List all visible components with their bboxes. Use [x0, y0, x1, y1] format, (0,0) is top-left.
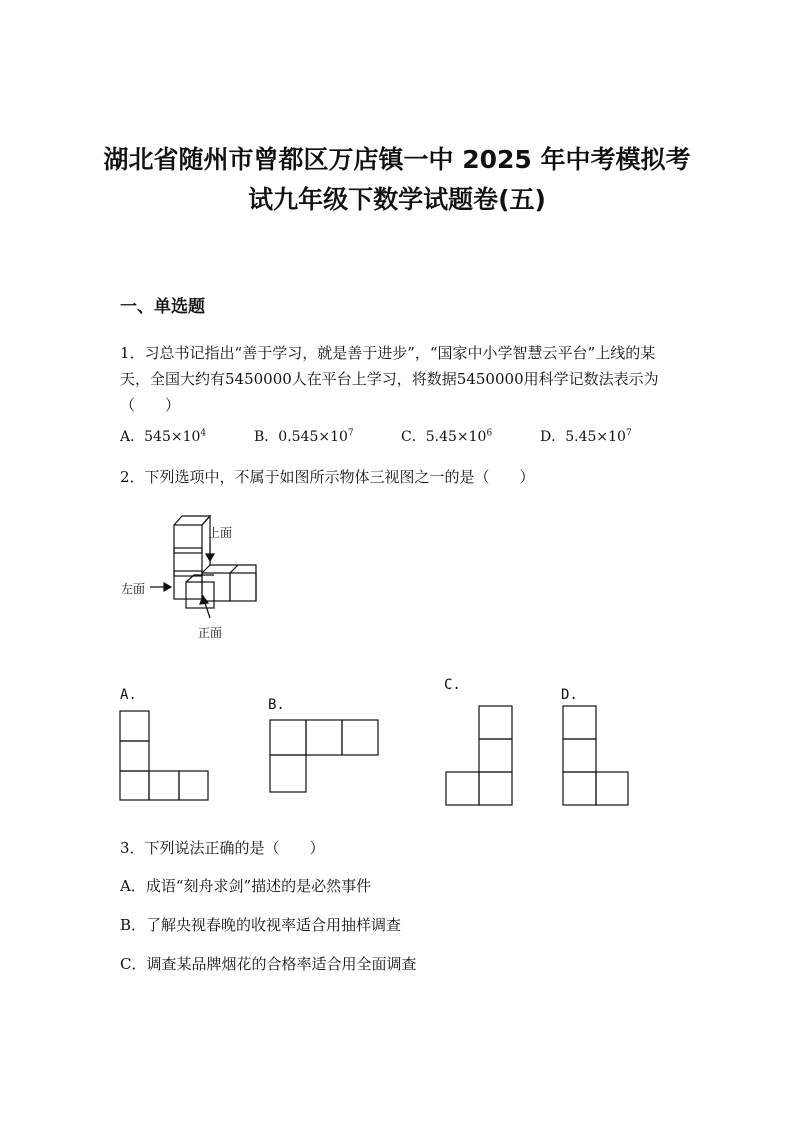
question-3-text: 3．下列说法正确的是（ ） — [120, 839, 325, 857]
option-label: A． — [120, 429, 145, 445]
option-label: C． — [401, 429, 426, 445]
option-value: 0.545×10 — [278, 429, 348, 445]
cube-face — [230, 573, 256, 601]
q2-option-c-label: C. — [444, 677, 461, 693]
arrow-head-icon — [206, 554, 214, 561]
section-heading: 一、单选题 — [120, 297, 205, 317]
option-exponent: 6 — [486, 428, 493, 439]
square — [120, 771, 149, 800]
square — [120, 741, 149, 771]
title-line-1: 湖北省随州市曾都区万店镇一中 2025 年中考模拟考 — [103, 145, 691, 174]
option-value: 545×10 — [144, 429, 201, 445]
option-value: 5.45×10 — [425, 429, 487, 445]
question-2-text: 2．下列选项中，不属于如图所示物体三视图之一的是（ ） — [120, 468, 535, 486]
label-left: 左面 — [121, 582, 146, 596]
square — [149, 771, 179, 800]
title-line-2: 试九年级下数学试题卷(五) — [248, 185, 546, 214]
question-1-text: 1．习总书记指出“善于学习，就是善于进步”，“国家中小学智慧云平台”上线的某天，全国大约有5450000人在平台上学习，将数据5450000用科学记数法表示为（ ） — [120, 344, 659, 414]
square — [479, 772, 512, 805]
q2-option-b-label: B. — [268, 697, 285, 713]
cube-face — [202, 573, 230, 601]
q2-option-d-label: D. — [561, 687, 578, 703]
square — [596, 772, 628, 805]
square — [479, 706, 512, 739]
square — [270, 755, 306, 792]
square — [563, 772, 596, 805]
cube-edge — [230, 565, 238, 573]
square — [563, 739, 596, 772]
cube-top — [174, 516, 210, 525]
option-exponent: 7 — [347, 428, 354, 439]
option-exponent: 4 — [200, 428, 207, 439]
square — [120, 711, 149, 741]
q2-option-a-label: A. — [120, 687, 137, 703]
label-front: 正面 — [198, 626, 223, 640]
cube-face — [174, 525, 202, 553]
q3-option-c: C．调查某品牌烟花的合格率适合用全面调查 — [120, 955, 417, 973]
square — [179, 771, 208, 800]
cube-top — [202, 565, 256, 601]
square — [342, 720, 378, 755]
option-value: 5.45×10 — [565, 429, 626, 445]
cube-face — [174, 548, 202, 576]
label-top: 上面 — [208, 526, 233, 540]
q3-option-b: B．了解央视春晚的收视率适合用抽样调查 — [120, 916, 402, 934]
option-label: D． — [540, 429, 566, 445]
option-exponent: 7 — [625, 428, 632, 439]
arrow-head-icon — [200, 596, 208, 604]
square — [270, 720, 306, 755]
square — [479, 739, 512, 772]
option-label: B． — [254, 429, 279, 445]
square — [446, 772, 479, 805]
square — [563, 706, 596, 739]
square — [306, 720, 342, 755]
arrow-head-icon — [164, 583, 171, 591]
q3-option-a: A．成语“刻舟求剑”描述的是必然事件 — [120, 877, 372, 895]
